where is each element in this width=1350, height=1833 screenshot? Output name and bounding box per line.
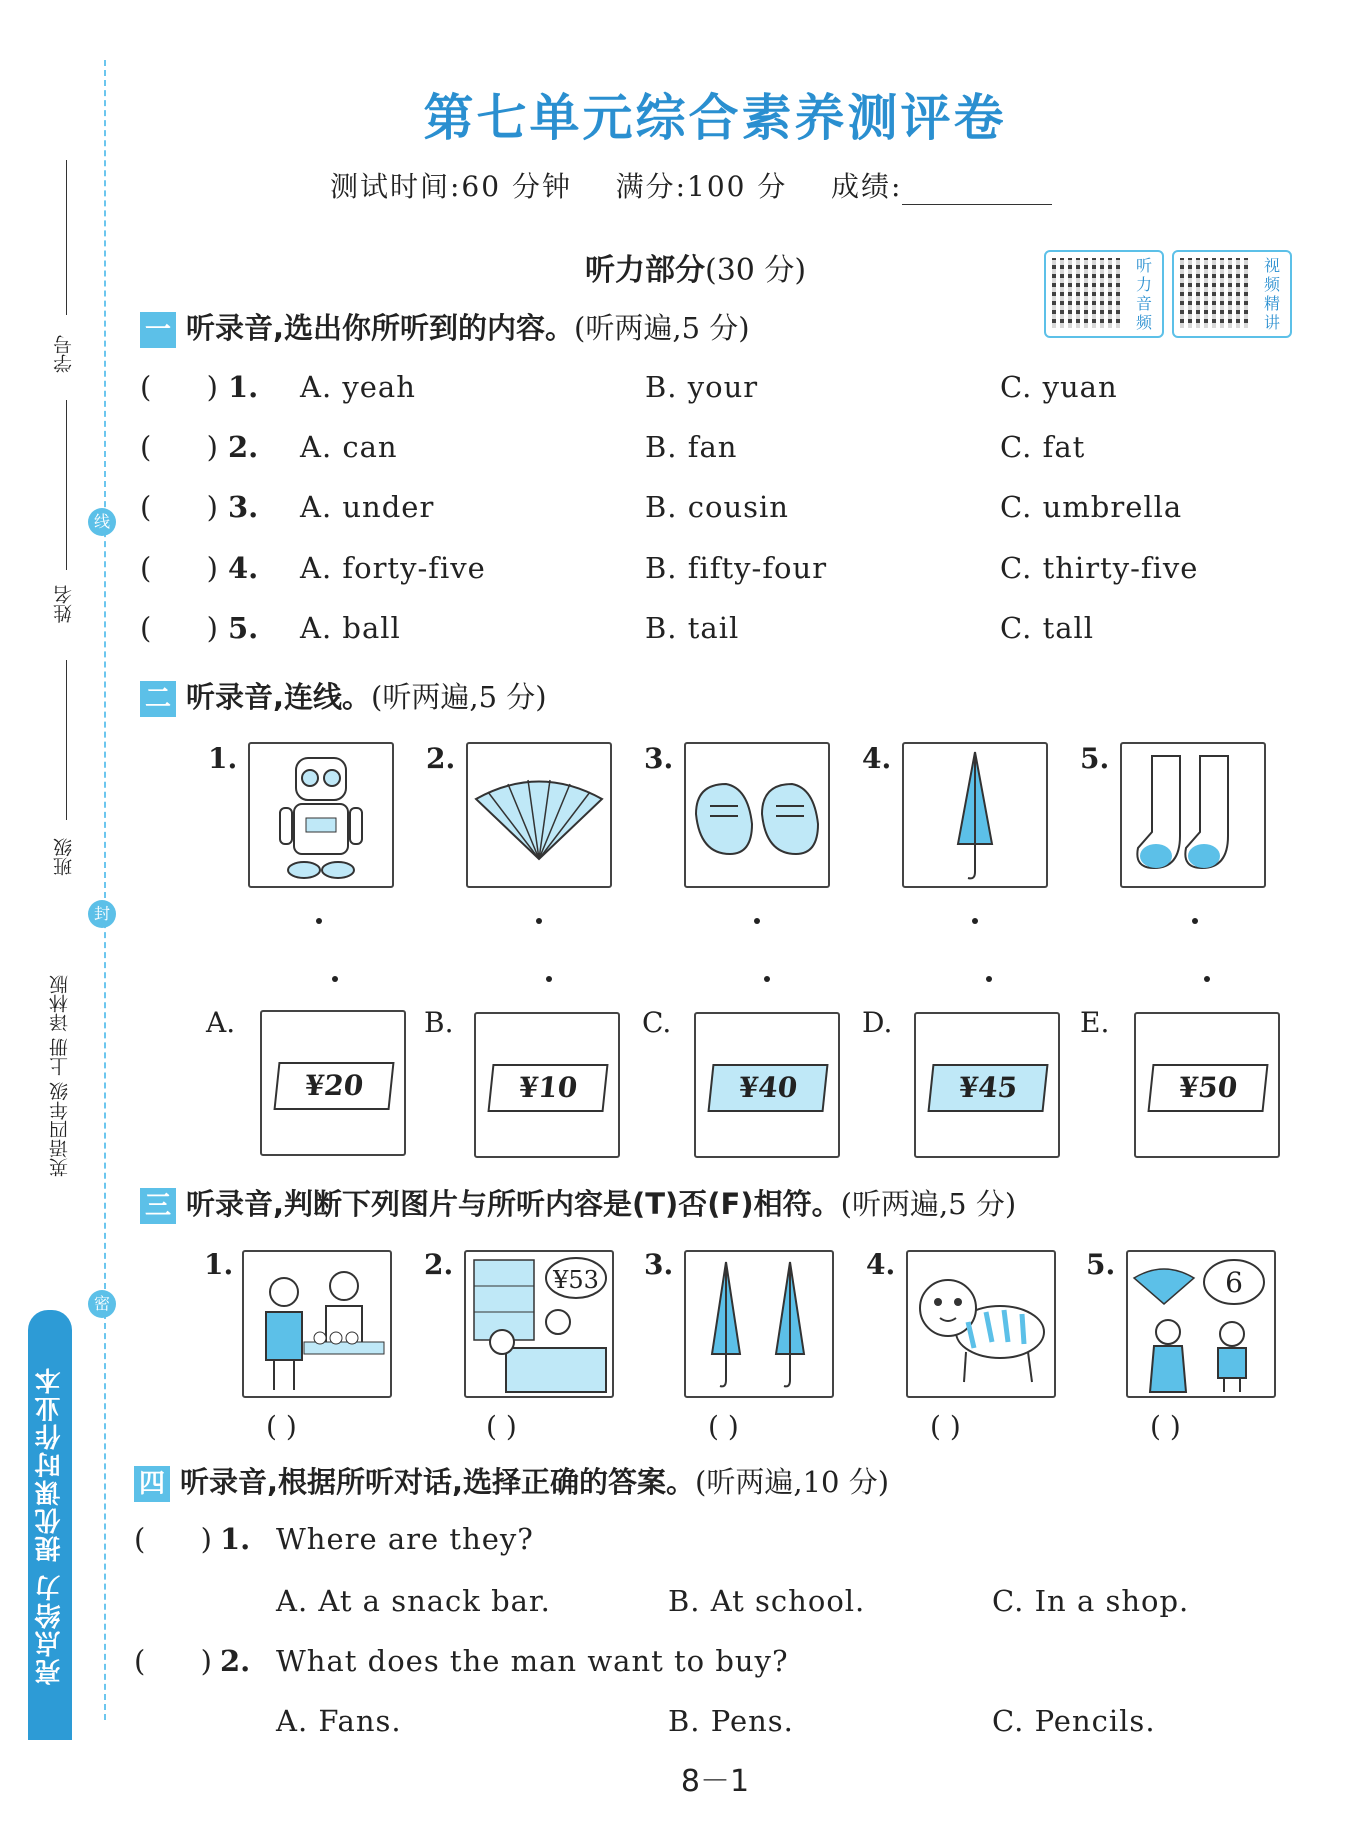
s4-question-row [134, 1644, 1274, 1684]
pic-number: 1. [204, 1248, 234, 1281]
price-letter: D. [862, 1006, 893, 1039]
section4-text: 听录音,根据所听对话,选择正确的答案。 [180, 1465, 696, 1499]
option-c[interactable]: C. Pencils. [992, 1704, 1156, 1738]
class-line [66, 660, 67, 820]
option-c[interactable]: C. fat [1000, 430, 1086, 464]
s1-question-row [140, 430, 1280, 470]
option-c[interactable]: C. tall [1000, 611, 1095, 645]
score-blank[interactable] [902, 180, 1052, 205]
qr-audio-label: 听力音频 [1136, 256, 1153, 332]
qr-video[interactable] [1172, 250, 1292, 338]
brand-banner: 亮点给力 提优课时作业本 [28, 1310, 72, 1740]
price-tag: ¥10 [487, 1064, 608, 1112]
section4-number: 四 [134, 1466, 170, 1502]
price-letter: B. [424, 1006, 454, 1039]
price-card [474, 1012, 620, 1158]
option-b[interactable]: B. tail [645, 611, 740, 645]
s4-options-row [134, 1584, 1274, 1624]
option-a[interactable]: A. ball [300, 611, 401, 645]
question-text: What does the man want to buy? [276, 1644, 789, 1678]
option-b[interactable]: B. cousin [645, 490, 789, 524]
shoe-shop-picture [464, 1250, 614, 1398]
option-a[interactable]: A. Fans. [276, 1704, 402, 1738]
qr-code-icon [1180, 258, 1250, 328]
question-number: 1. [220, 1522, 251, 1556]
answer-blank[interactable]: ( ) [140, 551, 218, 585]
time-limit: 测试时间:60 分钟 [330, 170, 572, 203]
question-number: 5. [228, 611, 259, 645]
series-label: 英语四年级 上册 译林版 [49, 975, 71, 1178]
s4-options-row [134, 1704, 1274, 1744]
class-label: 班级 [53, 838, 75, 876]
fan-picture [466, 742, 612, 888]
match-dot[interactable] [1204, 976, 1210, 982]
fan-icon [468, 744, 610, 886]
pic-number: 1. [208, 742, 238, 775]
tf-answer-blank[interactable]: ( ) [1150, 1410, 1181, 1443]
answer-blank[interactable]: ( ) [140, 490, 218, 524]
price-bubble: ¥53 [553, 1266, 599, 1294]
price-card [1134, 1012, 1280, 1158]
section1-text: 听录音,选出你所听到的内容。 [186, 311, 575, 345]
option-a[interactable]: A. forty-five [300, 551, 486, 585]
section3-points: (听两遍,5 分) [840, 1187, 1017, 1221]
option-c[interactable]: C. thirty-five [1000, 551, 1199, 585]
price-letter: C. [642, 1006, 672, 1039]
option-b[interactable]: B. At school. [668, 1584, 866, 1618]
two-umbrellas-picture [684, 1250, 834, 1398]
option-c[interactable]: C. yuan [1000, 370, 1118, 404]
robot-icon [250, 744, 392, 886]
option-a[interactable]: A. yeah [300, 370, 416, 404]
answer-blank[interactable]: ( ) [134, 1644, 212, 1678]
tf-answer-blank[interactable]: ( ) [708, 1410, 739, 1443]
umbrella-icon [904, 744, 1046, 886]
tiger-picture [906, 1250, 1056, 1398]
qr-code-icon [1052, 258, 1122, 328]
match-dot[interactable] [546, 976, 552, 982]
match-dot[interactable] [536, 918, 542, 924]
seal-dense-mark: 密 [88, 1290, 116, 1318]
section1-points: (听两遍,5 分) [574, 311, 750, 345]
option-c[interactable]: C. In a shop. [992, 1584, 1190, 1618]
pic-number: 4. [866, 1248, 896, 1281]
match-dot[interactable] [316, 918, 322, 924]
page-title: 第七单元综合素养测评卷 [423, 89, 1007, 147]
pic-number: 3. [644, 742, 674, 775]
option-a[interactable]: A. under [300, 490, 435, 524]
price-card [260, 1010, 406, 1156]
umbrella-picture [902, 742, 1048, 888]
section1-number: 一 [140, 312, 176, 348]
tiger-icon [908, 1252, 1054, 1396]
s1-question-row [140, 370, 1280, 410]
pic-number: 2. [424, 1248, 454, 1281]
option-b[interactable]: B. fan [645, 430, 738, 464]
student-no-line [66, 160, 67, 315]
price-tag: ¥40 [707, 1064, 828, 1112]
shoes-picture [684, 742, 830, 888]
option-a[interactable]: A. can [300, 430, 398, 464]
section2-heading [140, 675, 547, 717]
price-tag: ¥45 [927, 1064, 1048, 1112]
listening-points: (30 分) [705, 253, 807, 288]
seal-line-mark: 线 [88, 508, 116, 536]
option-a[interactable]: A. At a snack bar. [276, 1584, 551, 1618]
pic-number: 3. [644, 1248, 674, 1281]
qr-video-label: 视频精讲 [1264, 256, 1281, 332]
cut-line [104, 60, 106, 1720]
price-tag: ¥50 [1147, 1064, 1268, 1112]
s4-question-row [134, 1522, 1274, 1562]
section3-number: 三 [140, 1188, 176, 1224]
price-tag: ¥20 [273, 1062, 394, 1110]
section3-text: 听录音,判断下列图片与所听内容是(T)否(F)相符。 [186, 1187, 841, 1221]
price-letter: E. [1080, 1006, 1110, 1039]
price-card [914, 1012, 1060, 1158]
s1-question-row [140, 551, 1280, 591]
answer-blank[interactable]: ( ) [140, 370, 218, 404]
question-number: 3. [228, 490, 259, 524]
answer-blank[interactable]: ( ) [134, 1522, 212, 1556]
section2-text: 听录音,连线。 [186, 680, 372, 714]
question-number: 2. [228, 430, 259, 464]
section3-heading [140, 1182, 1016, 1224]
fan-kids-icon [1128, 1252, 1274, 1396]
answer-blank[interactable]: ( ) [140, 611, 218, 645]
fruit-shop-icon [244, 1252, 390, 1396]
pic-number: 5. [1086, 1248, 1116, 1281]
match-dot[interactable] [1192, 918, 1198, 924]
page-number: 8－1 [680, 1764, 750, 1799]
student-no-label: 学号 [53, 335, 75, 373]
socks-picture [1120, 742, 1266, 888]
question-text: Where are they? [276, 1522, 534, 1556]
listening-title-text: 听力部分 [585, 253, 705, 288]
pic-number: 4. [862, 742, 892, 775]
shoe-shop-icon [466, 1252, 612, 1396]
score-label: 成绩: [830, 170, 903, 203]
section4-points: (听两遍,10 分) [695, 1465, 890, 1499]
match-dot[interactable] [986, 976, 992, 982]
match-dot[interactable] [332, 976, 338, 982]
s1-question-row [140, 611, 1280, 651]
tf-answer-blank[interactable]: ( ) [486, 1410, 517, 1443]
section1-heading [140, 306, 750, 348]
question-number: 2. [220, 1644, 251, 1678]
match-dot[interactable] [764, 976, 770, 982]
answer-blank[interactable]: ( ) [140, 430, 218, 464]
option-b[interactable]: B. fifty-four [645, 551, 828, 585]
price-letter: A. [206, 1006, 236, 1039]
name-line [66, 400, 67, 570]
question-number: 4. [228, 551, 259, 585]
match-dot[interactable] [754, 918, 760, 924]
section4-heading [134, 1460, 889, 1502]
seal-seal-mark: 封 [88, 900, 116, 928]
tf-answer-blank[interactable]: ( ) [266, 1410, 297, 1443]
fan-kids-picture [1126, 1250, 1276, 1398]
option-b[interactable]: B. Pens. [668, 1704, 794, 1738]
option-c[interactable]: C. umbrella [1000, 490, 1183, 524]
exam-meta [330, 165, 1052, 205]
match-dot[interactable] [972, 918, 978, 924]
name-label: 姓名 [53, 585, 75, 623]
number-bubble: 6 [1225, 1266, 1243, 1299]
listening-title [585, 245, 806, 289]
section2-points: (听两遍,5 分) [371, 680, 547, 714]
fruit-shop-picture [242, 1250, 392, 1398]
qr-audio[interactable] [1044, 250, 1164, 338]
option-b[interactable]: B. your [645, 370, 759, 404]
section2-number: 二 [140, 681, 176, 717]
question-number: 1. [228, 370, 259, 404]
pic-number: 2. [426, 742, 456, 775]
s1-question-row [140, 490, 1280, 530]
shoes-icon [686, 744, 828, 886]
socks-icon [1122, 744, 1264, 886]
full-score: 满分:100 分 [615, 170, 788, 203]
robot-picture [248, 742, 394, 888]
price-card [694, 1012, 840, 1158]
pic-number: 5. [1080, 742, 1110, 775]
tf-answer-blank[interactable]: ( ) [930, 1410, 961, 1443]
two-umbrellas-icon [686, 1252, 832, 1396]
